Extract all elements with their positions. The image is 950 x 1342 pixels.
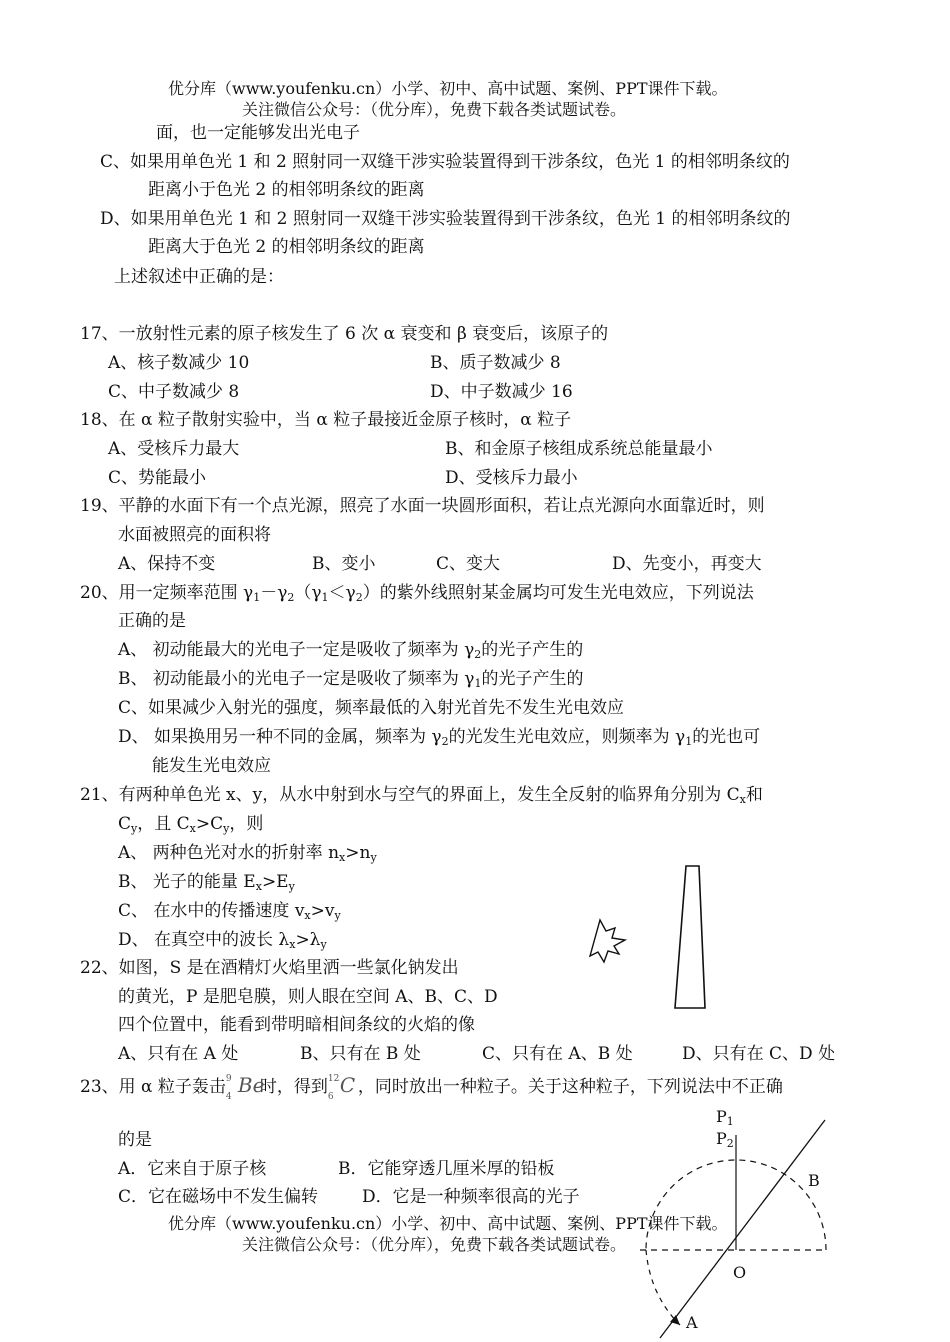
beryllium-nuclide: 9 4 Be: [225, 1073, 265, 1102]
label-p2: $P_2$: [716, 1129, 734, 1150]
q23-option-a: A．它来自于原子核: [118, 1159, 267, 1179]
q18-option-b: B、和金原子核组成系统总能量最小: [445, 439, 713, 459]
q18-stem: 18、在 α 粒子散射实验中，当 α 粒子最接近金原子核时，α 粒子: [80, 410, 572, 430]
q21-option-c: C、 在水中的传播速度 $v_x>v_y$: [118, 901, 341, 922]
q20-option-b: B、 初动能最小的光电子一定是吸收了频率为 $\gamma_1$的光子产生的: [118, 669, 584, 690]
q17-option-a: A、核子数减少 10: [108, 353, 250, 373]
q18-option-a: A、受核斥力最大: [108, 439, 240, 459]
q22-option-d: D、只有在 C、D 处: [682, 1044, 836, 1064]
flame-and-film-figure: [585, 860, 725, 1020]
q23-option-c: C．它在磁场中不发生偏转: [118, 1187, 319, 1207]
q21-option-a: A、 两种色光对水的折射率 $n_x>n_y$: [118, 843, 377, 864]
q18-option-d: D、受核斥力最小: [445, 468, 578, 488]
footer-line-2: 关注微信公众号：（优分库），免费下载各类试题试卷。: [242, 1235, 627, 1254]
q17-option-d: D、中子数减少 16: [430, 382, 573, 402]
q21-option-b: B、 光子的能量 $E_x>E_y$: [118, 872, 295, 893]
q16-continuation: 面，也一定能够发出光电子: [156, 123, 360, 143]
q20-stem: 20、用一定频率范围 $\gamma_1-\gamma_2(\gamma_1<\gamma_2)$的紫外线照射某金属均可发生光电效应，下列说法: [80, 583, 754, 604]
q17-stem: 17、一放射性元素的原子核发生了 6 次 α 衰变和 β 衰变后，该原子的: [80, 324, 609, 344]
q19-option-a: A、保持不变: [118, 554, 216, 574]
q23-option-d: D．它是一种频率很高的光子: [362, 1187, 580, 1207]
carbon-nuclide: 12 6 C: [327, 1073, 356, 1102]
q20-option-c: C、如果减少入射光的强度，频率最低的入射光首先不发生光电效应: [118, 698, 625, 718]
q22-option-b: B、只有在 B 处: [300, 1044, 421, 1064]
q19-option-b: B、变小: [312, 554, 376, 574]
q17-option-b: B、质子数减少 8: [430, 353, 561, 373]
q18-option-c: C、势能最小: [108, 468, 207, 488]
q22-stem-cont-1: 的黄光，P 是肥皂膜，则人眼在空间 A、B、C、D: [118, 987, 498, 1007]
lower-arc: [646, 1250, 680, 1325]
header-line-2: 关注微信公众号：（优分库），免费下载各类试题试卷。: [242, 100, 627, 119]
q21-stem-cont: $C_y$，且 $C_x>C_y$，则: [118, 814, 264, 835]
q20-stem-cont: 正确的是: [118, 611, 186, 631]
flame-icon: [590, 920, 625, 962]
q20-option-d: D、 如果换用另一种不同的金属，频率为 $\gamma_2$的光发生光电效应，则频率为 $\gamma_1$的光也可: [118, 727, 761, 748]
label-o: O: [733, 1263, 747, 1282]
q23-stem-cont: 的是: [118, 1130, 152, 1150]
q16-option-c-cont: 距离小于色光 2 的相邻明条纹的距离: [148, 180, 425, 200]
q16-stem: 上述叙述中正确的是：: [114, 267, 284, 287]
q16-option-d: D、如果用单色光 1 和 2 照射同一双缝干涉实验装置得到干涉条纹，色光 1 的相邻明条纹的: [100, 209, 791, 229]
header-line-1: 优分库（www.youfenku.cn）小学、初中、高中试题、案例、PPT课件下载。: [168, 79, 728, 98]
q16-option-c: C、如果用单色光 1 和 2 照射同一双缝干涉实验装置得到干涉条纹，色光 1 的相邻明条纹的: [100, 152, 790, 172]
label-a: A: [686, 1313, 698, 1332]
q21-stem: 21、有两种单色光 x、y，从水中射到水与空气的界面上，发生全反射的临界角分别为 $C_x$和: [80, 785, 763, 806]
q23-stem: 23、用 α 粒子轰击 9 4 Be 时，得到 12 6 C ，同时放出一种粒子。关于这种粒子，下列说法中不正确: [80, 1073, 783, 1102]
q20-option-a: A、 初动能最大的光电子一定是吸收了频率为 $\gamma_2$的光子产生的: [118, 640, 584, 661]
q23-option-b: B．它能穿透几厘米厚的铅板: [338, 1159, 555, 1179]
q21-option-d: D、 在真空中的波长 $\lambda_x>\lambda_y$: [118, 930, 327, 951]
q19-stem-cont: 水面被照亮的面积将: [118, 525, 271, 545]
q19-option-d: D、先变小，再变大: [612, 554, 762, 574]
q22-option-a: A、只有在 A 处: [118, 1044, 239, 1064]
q20-option-d-cont: 能发生光电效应: [152, 756, 271, 776]
q17-option-c: C、中子数减少 8: [108, 382, 240, 402]
q19-option-c: C、变大: [436, 554, 501, 574]
q22-stem: 22、如图，S 是在酒精灯火焰里洒一些氯化钠发出: [80, 958, 459, 978]
label-p1: $P_1$: [716, 1107, 734, 1128]
q16-option-d-cont: 距离大于色光 2 的相邻明条纹的距离: [148, 237, 425, 257]
q19-stem: 19、平静的水面下有一个点光源，照亮了水面一块圆形面积，若让点光源向水面靠近时，则: [80, 496, 765, 516]
q22-option-c: C、只有在 A、B 处: [482, 1044, 633, 1064]
footer-line-1: 优分库（www.youfenku.cn）小学、初中、高中试题、案例、PPT课件下载。: [168, 1214, 728, 1233]
soap-film-shape: [675, 866, 705, 1008]
q22-stem-cont-2: 四个位置中，能看到带明暗相间条纹的火焰的像: [118, 1015, 475, 1035]
label-b: B: [808, 1171, 820, 1190]
